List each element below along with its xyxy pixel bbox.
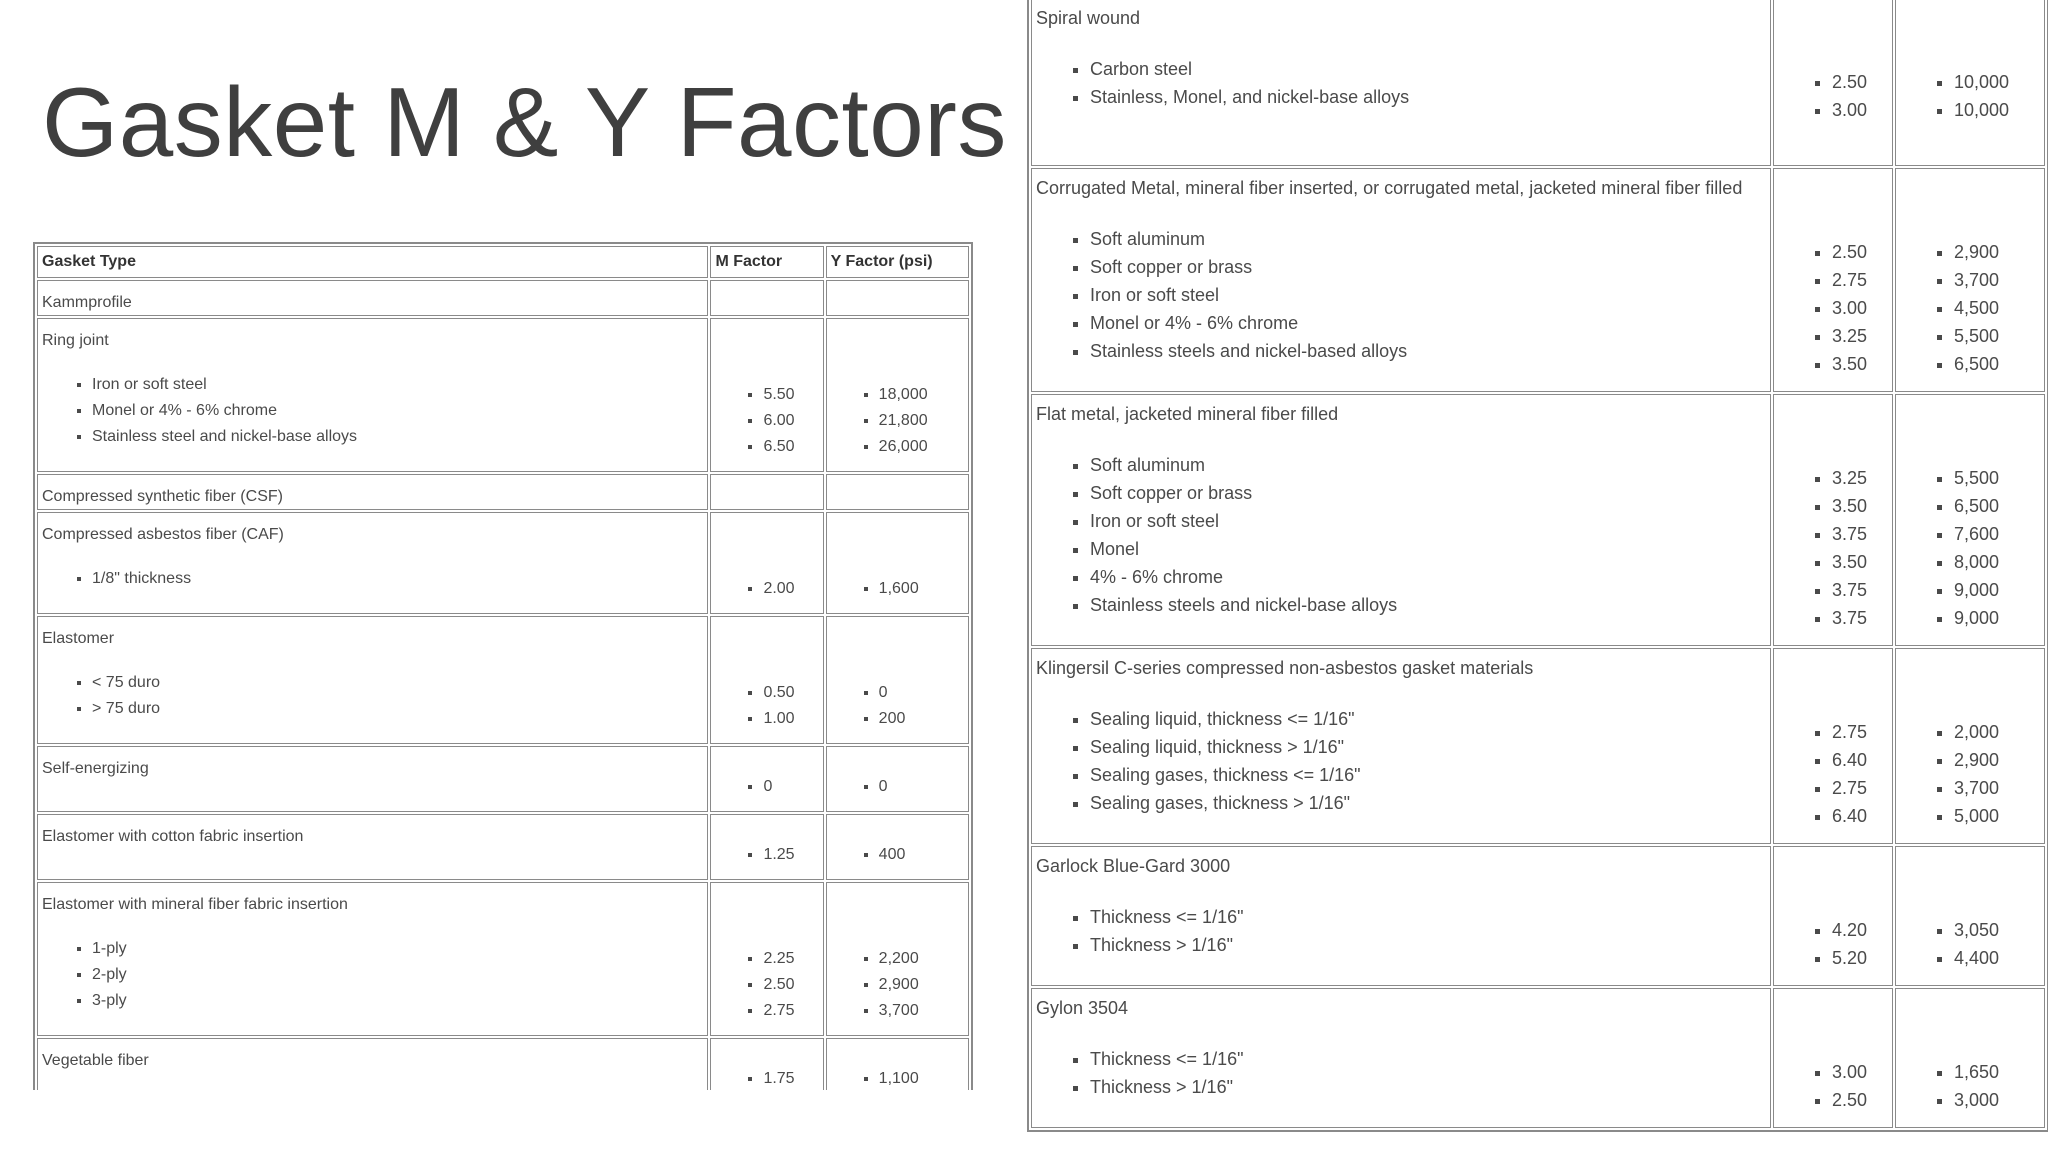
y-factor-cell	[1895, 168, 2045, 392]
y-factor-value: ▪ 3,000	[1954, 1086, 2040, 1114]
y-factor-value: ▪ 3,700	[1954, 266, 2040, 294]
y-factor-cell	[826, 882, 969, 1036]
material-item: ▪ Stainless steels and nickel-base alloys	[1090, 591, 1766, 619]
m-factor-value: ▪ 5.50	[763, 382, 818, 408]
y-factor-list	[831, 842, 964, 868]
m-factor-cell	[1773, 168, 1893, 392]
gasket-type-cell	[1031, 394, 1771, 646]
gasket-type-name: Corrugated Metal, mineral fiber inserted, or corrugated metal, jacketed mineral fiber filled	[1036, 178, 1743, 198]
y-factor-cell	[826, 280, 969, 316]
y-factor-value: ▪ 2,000	[1954, 718, 2040, 746]
header-m-factor: M Factor	[710, 246, 823, 278]
table-row	[1031, 394, 2045, 646]
gasket-type-name: Gylon 3504	[1036, 998, 1129, 1018]
m-factor-value: ▪ 3.75	[1832, 520, 1888, 548]
m-factor-list	[715, 1066, 818, 1090]
m-factor-value: ▪ 3.50	[1832, 350, 1888, 378]
material-list	[1036, 705, 1766, 817]
gasket-type-name: Elastomer with mineral fiber fabric insertion	[42, 896, 348, 913]
material-item: ▪ Thickness > 1/16"	[1090, 931, 1766, 959]
m-factor-cell	[710, 1038, 823, 1090]
y-factor-cell	[1895, 988, 2045, 1128]
m-factor-cell	[710, 280, 823, 316]
y-factor-value: ▪ 1,600	[879, 576, 964, 602]
gasket-type-name: Kammprofile	[42, 294, 132, 311]
y-factor-value: ▪ 3,700	[1954, 774, 2040, 802]
gasket-type-name: Spiral wound	[1036, 8, 1141, 28]
m-factor-cell	[710, 882, 823, 1036]
y-factor-value: ▪ 200	[879, 706, 964, 732]
material-item: ▪ Soft aluminum	[1090, 451, 1766, 479]
m-factor-value: ▪ 1.75	[763, 1066, 818, 1090]
m-factor-value: ▪ 2.50	[1832, 1086, 1888, 1114]
m-factor-list	[1778, 464, 1888, 632]
y-factor-cell	[826, 1038, 969, 1090]
y-factor-value: ▪ 10,000	[1954, 68, 2040, 96]
gasket-type-cell	[1031, 988, 1771, 1128]
y-factor-cell	[826, 474, 969, 510]
m-factor-cell	[710, 814, 823, 880]
gasket-type-name: Elastomer	[42, 630, 115, 647]
m-factor-value: ▪ 3.50	[1832, 548, 1888, 576]
gasket-type-cell	[1031, 846, 1771, 986]
m-factor-value: ▪ 3.25	[1832, 322, 1888, 350]
y-factor-list	[1900, 238, 2040, 378]
y-factor-value: ▪ 2,900	[879, 972, 964, 998]
gasket-type-name: Compressed synthetic fiber (CSF)	[42, 488, 283, 505]
y-factor-value: ▪ 4,400	[1954, 944, 2040, 972]
y-factor-list	[831, 576, 964, 602]
gasket-table-left	[33, 242, 973, 1090]
m-factor-value: ▪ 6.00	[763, 408, 818, 434]
y-factor-value: ▪ 2,900	[1954, 238, 2040, 266]
y-factor-value: ▪ 1,650	[1954, 1058, 2040, 1086]
table-row	[37, 280, 969, 316]
gasket-type-cell	[1031, 0, 1771, 166]
table-row	[1031, 168, 2045, 392]
material-list	[1036, 1045, 1766, 1101]
material-item: ▪ Sealing gases, thickness > 1/16"	[1090, 789, 1766, 817]
material-list	[42, 936, 703, 1014]
table-row	[37, 318, 969, 472]
gasket-type-cell	[1031, 648, 1771, 844]
gasket-table-right	[1027, 0, 2048, 1132]
m-factor-value: ▪ 5.20	[1832, 944, 1888, 972]
gasket-type-cell	[1031, 168, 1771, 392]
table-row	[1031, 0, 2045, 166]
y-factor-cell	[826, 318, 969, 472]
material-item: ▪ Sealing liquid, thickness <= 1/16"	[1090, 705, 1766, 733]
material-item: ▪ 1-ply	[92, 936, 703, 962]
y-factor-value: ▪ 2,900	[1954, 746, 2040, 774]
material-item: ▪ Iron or soft steel	[1090, 281, 1766, 309]
y-factor-cell	[826, 616, 969, 744]
right-table-panel	[1027, 0, 2048, 1152]
gasket-type-cell	[37, 512, 708, 614]
m-factor-value: ▪ 2.75	[1832, 266, 1888, 294]
gasket-type-cell	[37, 280, 708, 316]
gasket-type-name: Garlock Blue-Gard 3000	[1036, 856, 1231, 876]
material-list	[42, 670, 703, 722]
y-factor-list	[1900, 1058, 2040, 1114]
y-factor-list	[1900, 916, 2040, 972]
material-list	[1036, 55, 1766, 111]
y-factor-value: ▪ 6,500	[1954, 492, 2040, 520]
m-factor-value: ▪ 6.40	[1832, 746, 1888, 774]
gasket-type-cell	[37, 474, 708, 510]
y-factor-value: ▪ 18,000	[879, 382, 964, 408]
y-factor-value: ▪ 400	[879, 842, 964, 868]
m-factor-list	[1778, 238, 1888, 378]
y-factor-cell	[1895, 394, 2045, 646]
y-factor-value: ▪ 4,500	[1954, 294, 2040, 322]
m-factor-value: ▪ 2.75	[1832, 774, 1888, 802]
y-factor-value: ▪ 0	[879, 680, 964, 706]
y-factor-list	[831, 946, 964, 1024]
material-item: ▪ 1/8" thickness	[92, 566, 703, 592]
y-factor-list	[831, 382, 964, 460]
y-factor-value: ▪ 9,000	[1954, 604, 2040, 632]
left-table-panel	[33, 242, 973, 1090]
table-row	[37, 512, 969, 614]
gasket-type-name: Self-energizing	[42, 760, 149, 777]
m-factor-list	[715, 680, 818, 732]
m-factor-cell	[1773, 648, 1893, 844]
gasket-type-name: Ring joint	[42, 332, 109, 349]
y-factor-value: ▪ 3,050	[1954, 916, 2040, 944]
y-factor-cell	[826, 814, 969, 880]
m-factor-value: ▪ 2.75	[1832, 718, 1888, 746]
y-factor-list	[1900, 464, 2040, 632]
m-factor-value: ▪ 4.20	[1832, 916, 1888, 944]
gasket-type-cell	[37, 746, 708, 812]
gasket-type-cell	[37, 616, 708, 744]
m-factor-cell	[710, 474, 823, 510]
m-factor-list	[715, 842, 818, 868]
table-row	[1031, 846, 2045, 986]
m-factor-value: ▪ 6.40	[1832, 802, 1888, 830]
material-item: ▪ Monel	[1090, 535, 1766, 563]
material-item: ▪ 4% - 6% chrome	[1090, 563, 1766, 591]
m-factor-value: ▪ 6.50	[763, 434, 818, 460]
y-factor-value: ▪ 5,500	[1954, 322, 2040, 350]
y-factor-value: ▪ 5,500	[1954, 464, 2040, 492]
m-factor-value: ▪ 0	[763, 774, 818, 800]
y-factor-cell	[1895, 0, 2045, 166]
m-factor-cell	[1773, 846, 1893, 986]
material-item: ▪ Carbon steel	[1090, 55, 1766, 83]
m-factor-cell	[1773, 988, 1893, 1128]
y-factor-value: ▪ 26,000	[879, 434, 964, 460]
header-y-factor: Y Factor (psi)	[826, 246, 969, 278]
table-row	[37, 474, 969, 510]
y-factor-cell	[1895, 846, 2045, 986]
y-factor-list	[831, 680, 964, 732]
m-factor-value: ▪ 3.00	[1832, 1058, 1888, 1086]
y-factor-value: ▪ 10,000	[1954, 96, 2040, 124]
m-factor-list	[715, 774, 818, 800]
material-item: ▪ Stainless, Monel, and nickel-base alloys	[1090, 83, 1766, 111]
m-factor-value: ▪ 2.50	[763, 972, 818, 998]
material-item: ▪ Sealing gases, thickness <= 1/16"	[1090, 761, 1766, 789]
m-factor-value: ▪ 3.25	[1832, 464, 1888, 492]
y-factor-cell	[826, 512, 969, 614]
material-item: ▪ Stainless steels and nickel-based alloys	[1090, 337, 1766, 365]
material-list	[1036, 451, 1766, 619]
gasket-type-name: Klingersil C-series compressed non-asbestos gasket materials	[1036, 658, 1534, 678]
y-factor-cell	[1895, 648, 2045, 844]
material-item: ▪ > 75 duro	[92, 696, 703, 722]
material-item: ▪ Thickness <= 1/16"	[1090, 1045, 1766, 1073]
material-item: ▪ Thickness <= 1/16"	[1090, 903, 1766, 931]
m-factor-value: ▪ 2.50	[1832, 238, 1888, 266]
material-item: ▪ Iron or soft steel	[1090, 507, 1766, 535]
y-factor-list	[831, 774, 964, 800]
table-row	[37, 1038, 969, 1090]
material-item: ▪ Monel or 4% - 6% chrome	[92, 398, 703, 424]
table-header-row	[37, 246, 969, 278]
material-item: ▪ Soft copper or brass	[1090, 253, 1766, 281]
slide-title: Gasket M & Y Factors	[42, 67, 1007, 177]
gasket-type-cell	[37, 318, 708, 472]
gasket-type-cell	[37, 882, 708, 1036]
table-row	[1031, 988, 2045, 1128]
material-list	[42, 372, 703, 450]
material-item: ▪ Monel or 4% - 6% chrome	[1090, 309, 1766, 337]
m-factor-cell	[710, 512, 823, 614]
m-factor-cell	[710, 318, 823, 472]
m-factor-list	[715, 946, 818, 1024]
m-factor-value: ▪ 3.75	[1832, 604, 1888, 632]
table-row	[37, 882, 969, 1036]
gasket-type-name: Compressed asbestos fiber (CAF)	[42, 526, 284, 543]
table-row	[37, 616, 969, 744]
y-factor-cell	[826, 746, 969, 812]
m-factor-value: ▪ 2.50	[1832, 68, 1888, 96]
material-item: ▪ < 75 duro	[92, 670, 703, 696]
material-item: ▪ Sealing liquid, thickness > 1/16"	[1090, 733, 1766, 761]
m-factor-value: ▪ 1.25	[763, 842, 818, 868]
gasket-type-name: Elastomer with cotton fabric insertion	[42, 828, 304, 845]
m-factor-value: ▪ 2.25	[763, 946, 818, 972]
header-gasket-type: Gasket Type	[37, 246, 708, 278]
m-factor-list	[715, 576, 818, 602]
material-item: ▪ 2-ply	[92, 962, 703, 988]
m-factor-value: ▪ 3.50	[1832, 492, 1888, 520]
y-factor-value: ▪ 2,200	[879, 946, 964, 972]
y-factor-value: ▪ 6,500	[1954, 350, 2040, 378]
y-factor-list	[1900, 718, 2040, 830]
y-factor-list	[831, 1066, 964, 1090]
m-factor-value: ▪ 3.00	[1832, 294, 1888, 322]
m-factor-value: ▪ 3.00	[1832, 96, 1888, 124]
material-item: ▪ Stainless steel and nickel-base alloys	[92, 424, 703, 450]
gasket-type-name: Vegetable fiber	[42, 1052, 149, 1069]
m-factor-value: ▪ 0.50	[763, 680, 818, 706]
table-row	[37, 746, 969, 812]
y-factor-value: ▪ 7,600	[1954, 520, 2040, 548]
m-factor-cell	[1773, 394, 1893, 646]
m-factor-value: ▪ 1.00	[763, 706, 818, 732]
m-factor-cell	[710, 616, 823, 744]
material-list	[42, 566, 703, 592]
y-factor-value: ▪ 0	[879, 774, 964, 800]
material-item: ▪ Iron or soft steel	[92, 372, 703, 398]
material-item: ▪ 3-ply	[92, 988, 703, 1014]
m-factor-list	[1778, 916, 1888, 972]
gasket-type-cell	[37, 1038, 708, 1090]
y-factor-value: ▪ 9,000	[1954, 576, 2040, 604]
m-factor-list	[1778, 68, 1888, 124]
material-list	[1036, 903, 1766, 959]
material-item: ▪ Soft aluminum	[1090, 225, 1766, 253]
y-factor-value: ▪ 8,000	[1954, 548, 2040, 576]
table-row	[37, 814, 969, 880]
gasket-type-cell	[37, 814, 708, 880]
m-factor-list	[1778, 718, 1888, 830]
y-factor-list	[1900, 68, 2040, 124]
m-factor-list	[715, 382, 818, 460]
m-factor-value: ▪ 3.75	[1832, 576, 1888, 604]
m-factor-cell	[1773, 0, 1893, 166]
material-item: ▪ Soft copper or brass	[1090, 479, 1766, 507]
y-factor-value: ▪ 3,700	[879, 998, 964, 1024]
y-factor-value: ▪ 21,800	[879, 408, 964, 434]
table-row	[1031, 648, 2045, 844]
m-factor-list	[1778, 1058, 1888, 1114]
material-list	[1036, 225, 1766, 365]
y-factor-value: ▪ 1,100	[879, 1066, 964, 1090]
m-factor-value: ▪ 2.00	[763, 576, 818, 602]
m-factor-value: ▪ 2.75	[763, 998, 818, 1024]
material-item: ▪ Thickness > 1/16"	[1090, 1073, 1766, 1101]
m-factor-cell	[710, 746, 823, 812]
gasket-type-name: Flat metal, jacketed mineral fiber filled	[1036, 404, 1339, 424]
y-factor-value: ▪ 5,000	[1954, 802, 2040, 830]
